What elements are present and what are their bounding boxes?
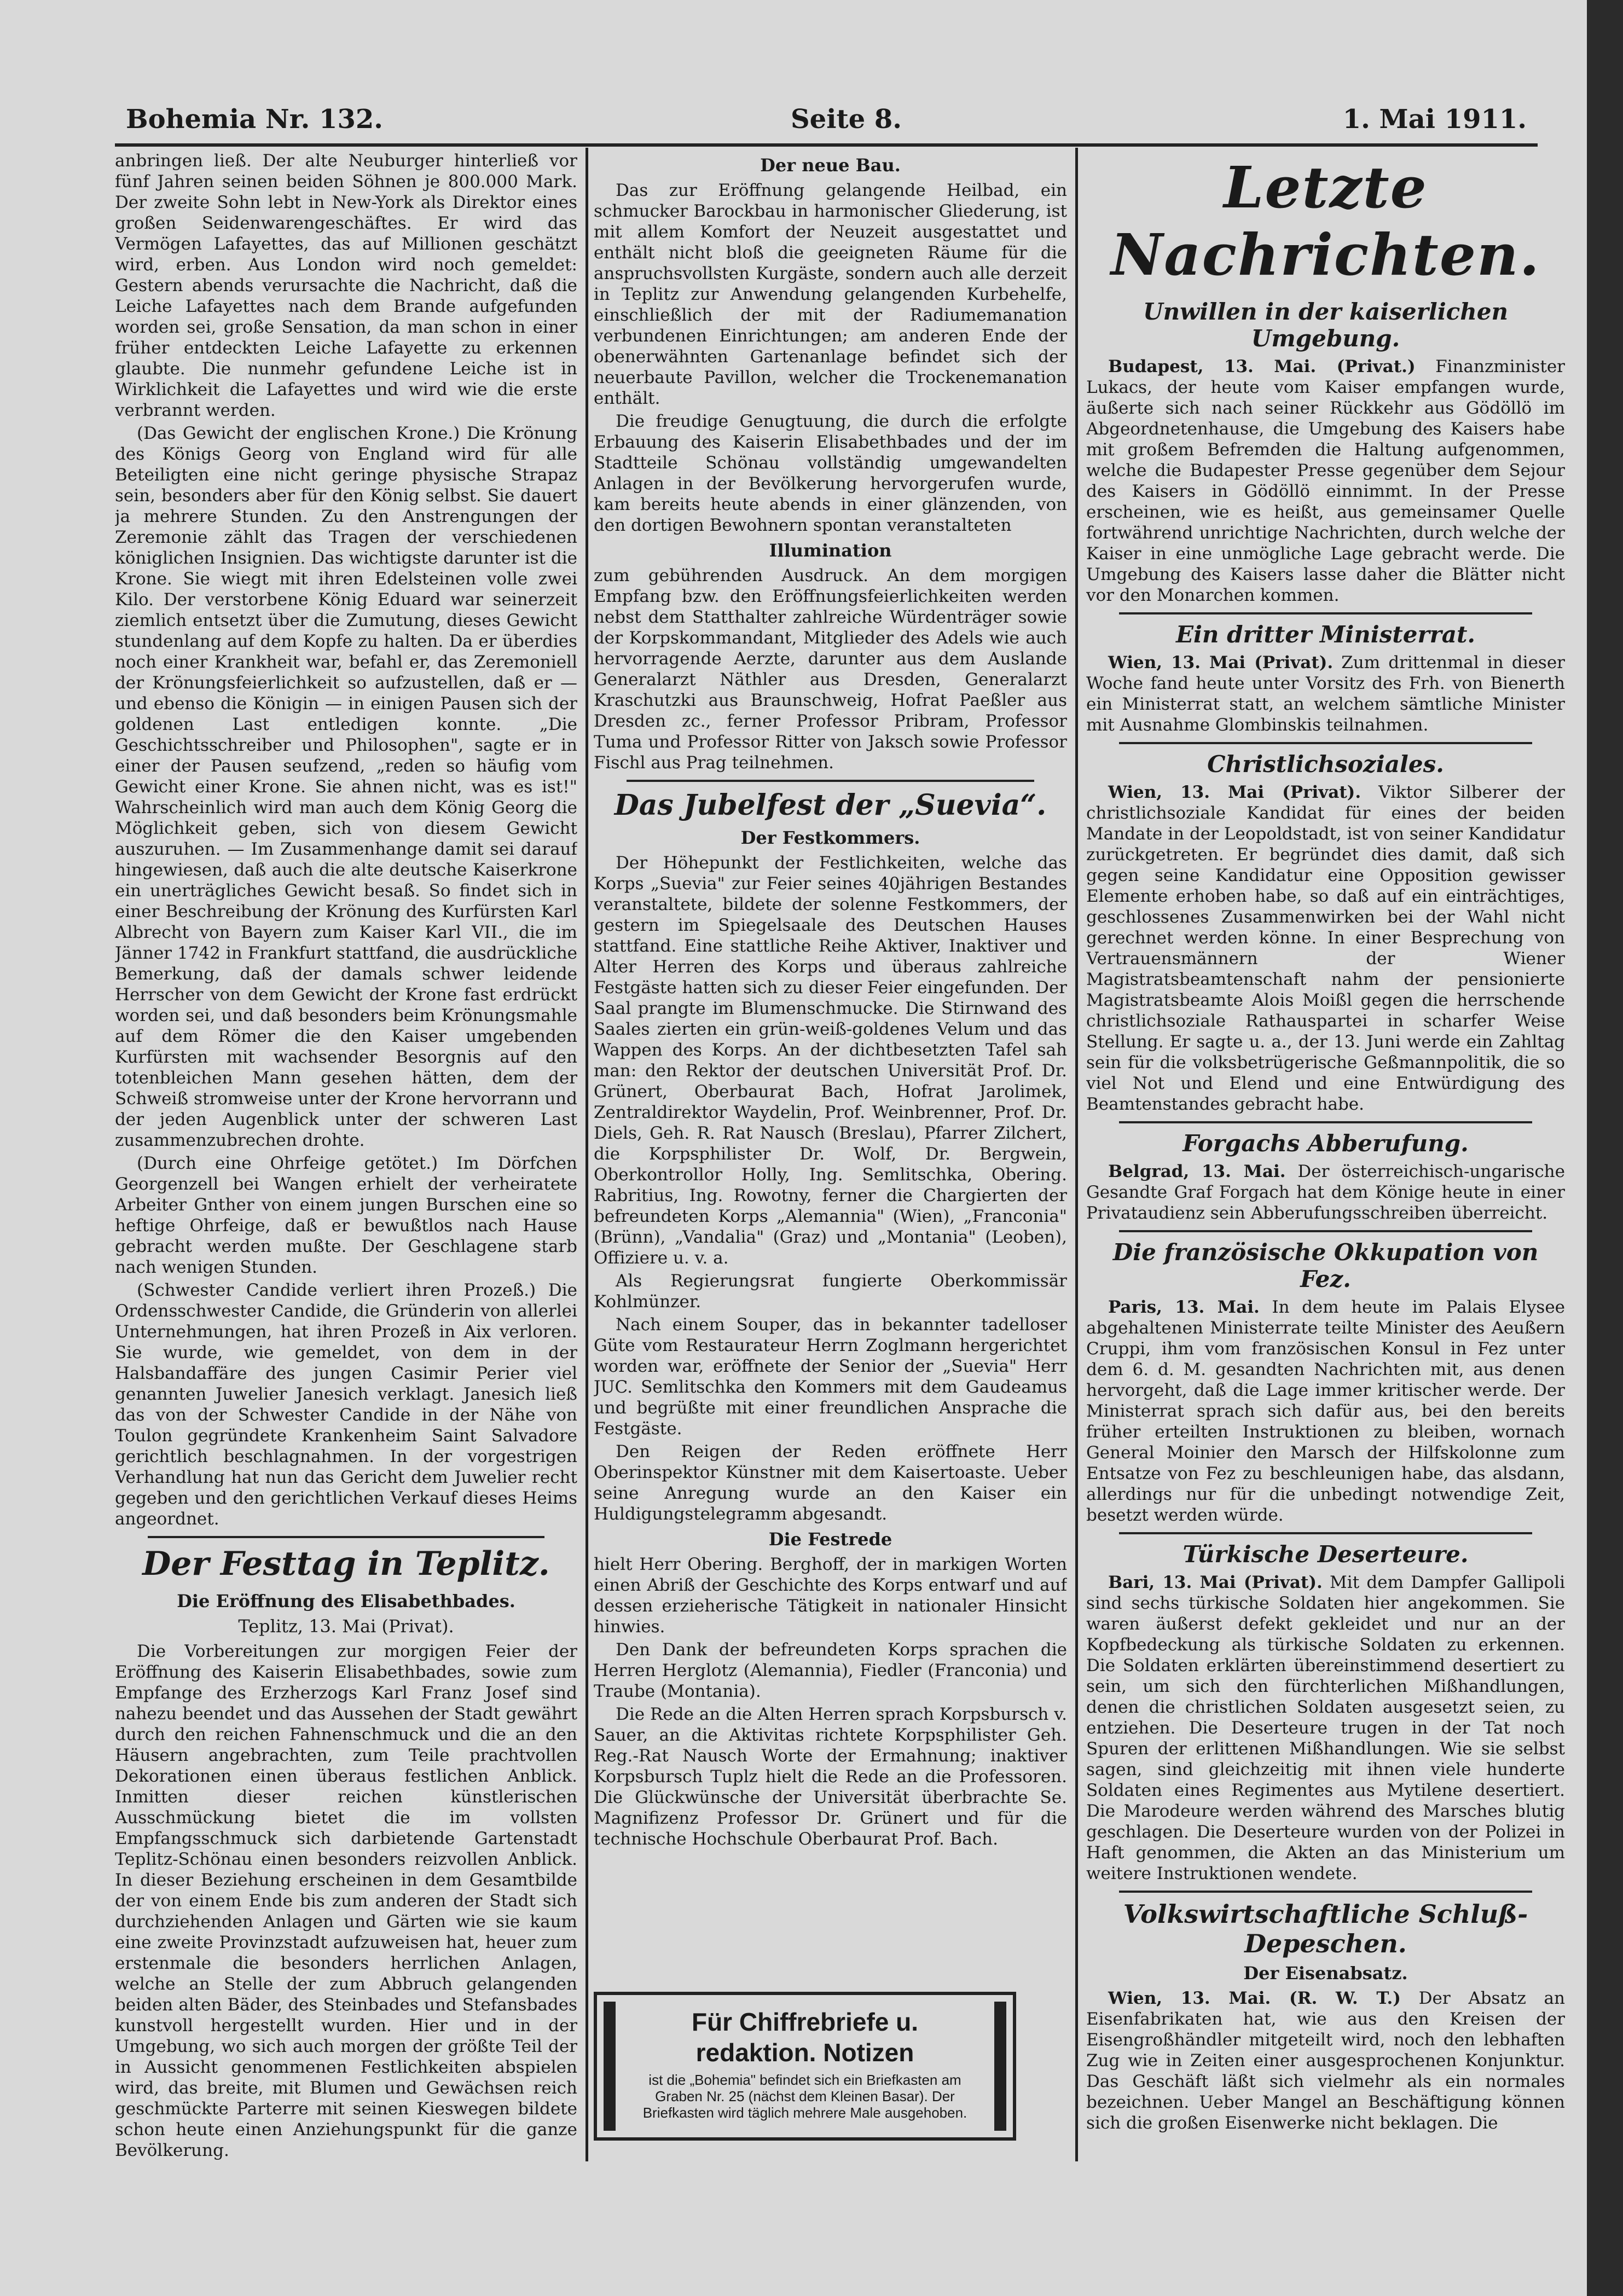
separator — [148, 1536, 544, 1538]
econ-dateline: Wien, 13. Mai. (R. W. T.) — [1108, 1988, 1401, 2008]
separator — [627, 780, 1034, 782]
festrede-heading: Die Festrede — [768, 1529, 892, 1550]
item-text: Viktor Silberer der christlichsoziale Kandidat für eines der beiden Mandate in der Leopoldstadt, ist von seiner Kandidatur zurückgetreten. Er begründet dies damit, daß sich gegen seine Kandidatur eine Opposition gewisser Elemente erhoben habe, so daß auf ein einträchtiges, geschlossenes Zusammenwirken bei der Wahl nicht gerechnet werden könne. In einer Besprechung von Vertrauensmännern der Wiener Magistratsbeamtenschaft nahm der pensionierte Magistratsbeamte Alois Moißl gegen die herrschende christlichsoziale Rathauspartei in scharfer Weise Stellung. Er sagte u. a., der 13. Juni werde ein Zahltag sein für die volksbetrügerische Geßmannpolitik, die so viel Not und Elend und eine Entwürdigung des Beamtenstandes gebracht habe. — [1086, 782, 1565, 1114]
kommers-para-4: Den Reigen der Reden eröffnete Herr Oberinspektor Künstner mit dem Kaisertoaste. Ueber seine Anregung wurde an den Kaiser ein Huldigungstelegramm abgesandt. — [594, 1442, 1067, 1524]
column-3 — [1086, 150, 1565, 2186]
page-header — [126, 104, 1527, 142]
column-divider-1 — [586, 148, 588, 2161]
ad-line-3: ist die „Bohemia" befindet sich ein Briefkasten am Graben Nr. 25 (nächst dem Kleinen Basar). Der Briefkasten wird täglich mehrere Male ausgehoben. — [642, 2072, 967, 2121]
column-2 — [594, 150, 1067, 1984]
header-paper-issue: Bohemia Nr. 132. — [126, 104, 383, 135]
article-lafayette-end: anbringen ließ. Der alte Neuburger hinterließ vor fünf Jahren seinen beiden Söhnen je 800.000 Mark. Der zweite Sohn lebt in New-York als Direktor eines großen Seidenwarengeschäftes. Er wird das Vermögen Lafayettes, das auf Millionen geschätzt wird, erben. Aus London wird noch gemeldet: Gestern abends verursachte die Nachricht, daß die Leiche Lafayettes nach dem Brande aufgefunden worden sei, große Sensation, da man schon in einer früher entdeckten Leiche Lafayette zu erkennen glaubte. Die nunmehr gefundene Leiche ist in Wirklichkeit die Lafayettes und wird wie die erste verbrannt werden. — [115, 151, 577, 420]
item-dateline: Bari, 13. Mai (Privat). — [1108, 1573, 1323, 1592]
item-dateline: Belgrad, 13. Mai. — [1108, 1162, 1286, 1181]
item-dateline: Wien, 13. Mai (Privat). — [1108, 782, 1361, 802]
item-heading: Unwillen in der kaiserlichen Umgebung. — [1143, 298, 1509, 352]
ad-line-2: redaktion. Notizen — [695, 2038, 914, 2067]
item-heading: Die französische Okkupation von Fez. — [1112, 1239, 1539, 1292]
item-dateline: Budapest, 13. Mai. (Privat.) — [1108, 357, 1416, 376]
ad-border-right — [994, 2002, 1006, 2131]
bau-para-1: Das zur Eröffnung gelangende Heilbad, ein schmucker Barockbau in harmonischer Gliederung, ist mit allem Komfort der Neuzeit ausgestattet und enthält nicht bloß die geeigneten Räume für die anspruchsvollsten Kurgäste, sondern auch alle derzeit in Teplitz zur Anwendung gelangenden Kurbehelfe, einschließlich der mit der Radiumemanation verbundenen Einrichtungen; am anderen Ende der obenerwähnten Gartenanlage befindet sich der neuerbaute Pavillon, welcher die Trockenemanation enthält. — [594, 181, 1067, 408]
column-1 — [115, 150, 577, 2186]
kommers-heading: Der Festkommers. — [740, 827, 920, 848]
item-dateline: Wien, 13. Mai (Privat). — [1108, 653, 1334, 672]
festrede-para-3: Die Rede an die Alten Herren sprach Korpsbursch v. Sauer, an die Aktivitas richtete Korpsphilister Geh. Reg.-Rat Nausch Worte der Ermahnung; inaktiver Korpsbursch Tuplz hielt die Rede an die Professoren. Die Glückwünsche der Universität überbrachte Se. Magnifizenz Professor Dr. Grünert und für die technische Hochschule Oberbaurat Prof. Bach. — [594, 1704, 1067, 1849]
suevia-title: Das Jubelfest der „Suevia“. — [614, 788, 1047, 822]
item-text: Mit dem Dampfer Gallipoli sind sechs türkische Soldaten hier angekommen. Sie waren äußerst defekt gekleidet und nur an der Kopfbedeckung als türkische Soldaten zu erkennen. Die Soldaten erklärten übereinstimmend desertiert zu sein, um sich den fürchterlichen Mißhandlungen, denen die christlichen Soldaten ausgesetzt seien, zu entziehen. Die Deserteure trugen in der Tat noch Spuren der erlittenen Mißhandlungen. Wie sie selbst sagen, sind gleichzeitig mit ihnen viele hunderte Soldaten eines Regimentes aus Mytilene desertiert. Die Marodeure werden während des Marsches blutig geschlagen. Die Deserteure wurden von der Polizei in Haft genommen, die Akten an das Ministerium um weitere Instruktionen wendete. — [1086, 1573, 1565, 1883]
separator — [1119, 1891, 1532, 1893]
festrede-para-1: hielt Herr Obering. Berghoff, der in markigen Worten einen Abriß der Geschichte des Korps entwarf und auf dessen erzieherische Tätigkeit in nationaler Hinsicht hinwies. — [594, 1555, 1067, 1637]
article-crown-weight: (Das Gewicht der englischen Krone.) Die Krönung des Königs Georg von England wird für alle Beteiligten eine nicht geringe physische Strapaz sein, besonders aber für den König selbst. Sie dauert ja mehrere Stunden. Zu den Anstrengungen der Zeremonie zählt das Tragen der verschiedenen königlichen Insignien. Das wichtigste darunter ist die Krone. Sie wiegt mit ihren Edelsteinen volle zwei Kilo. Der verstorbene König Eduard war seinerzeit ziemlich entsetzt über die Zumutung, dieses Gewicht stundenlang auf dem Kopfe zu halten. Da er überdies noch einer Krankheit war, befahl er, das Zeremoniell der Krönungsfeierlichkeit so aufzustellen, daß er — und ebenso die Königin — in einigen Pausen sich der goldenen Last entledigen konnte. „Die Geschichtsschreiber und Philosophen", sagte er in einer der Pausen seufzend, „reden so häufig vom Gewicht einer Krone. Sie ahnen nicht, was es ist!" Wahrscheinlich wird man auch dem König Georg die Möglichkeit geben, sich von diesem Gewicht auszuruhen. — Im Zusammenhange damit sei darauf hingewiesen, daß auch die alte deutsche Kaiserkrone ein unerträgliches Gewicht besaß. So findet sich in einer Beschreibung der Krönung des Kurfürsten Karl Albrecht von Bayern zum Kaiser Karl VII., die im Jänner 1742 in Frankfurt stattfand, die ausdrückliche Bemerkung, daß der damals schwer leidende Herrscher von dem Gewicht der Krone fast erdrückt worden sei, und daß besonders beim Krönungsmahle auf dem Römer die den Kaiser umgebenden Kurfürsten mit wachsender Besorgnis auf den totenbleichen Mann gesehen hätten, dem der Schweiß stromweise unter der Krone hervorrann und der jeden Augenblick unter der schweren Last zusammenzubrechen drohte. — [115, 424, 577, 1150]
ad-border-left — [604, 2002, 616, 2131]
ad-line-1: Für Chiffrebriefe u. — [691, 2008, 919, 2036]
kommers-para-1: Der Höhepunkt der Festlichkeiten, welche das Korps „Suevia" zur Feier seines 40jährigen Bestandes veranstaltete, bildete der solenne Festkommers, der gestern im Spiegelsaale des Deutschen Hauses stattfand. Eine stattliche Reihe Aktiver, Inaktiver und Alter Herren des Korps und überaus zahlreiche Festgäste hatten sich zu dieser Feier eingefunden. Der Saal prangte im Blumenschmucke. Die Stirnwand des Saales zierten ein grün-weiß-goldenes Velum und das Wappen des Korps. An der dichtbesetzten Tafel sah man: den Rektor der deutschen Universität Prof. Dr. Grünert, Oberbaurat Bach, Hofrat Jarolimek, Zentraldirektor Waydelin, Prof. Weinbrenner, Prof. Dr. Diels, Geh. R. Rat Nausch (Breslau), Pfarrer Zilchert, die Korpsphilister Dr. Wolf, Dr. Bergwein, Oberkontrollor Holly, Ing. Semlitschka, Obering. Rabritius, Ing. Rowotny, ferner die Chargierten der befreundeten Korps „Alemannia" (Wien), „Franconia" (Brünn), „Vandalia" (Graz) und „Montania" (Leoben), Offiziere u. v. a. — [594, 853, 1067, 1268]
festtag-subtitle: Die Eröffnung des Elisabethbades. — [177, 1591, 515, 1611]
illumination-heading: Illumination — [769, 540, 892, 561]
separator — [1119, 1532, 1532, 1534]
item-text: Der österreichisch-ungarische Gesandte Graf Forgach hat dem Könige heute in einer Privataudienz sein Abberufungsschreiben überreicht. — [1086, 1162, 1565, 1223]
header-rule — [115, 143, 1538, 147]
article-ohrfeige: (Durch eine Ohrfeige getötet.) Im Dörfchen Georgenzell bei Wangen erhielt der verheiratete Arbeiter Gnther von einem jungen Burschen eine so heftige Ohrfeige, daß er bewußtlos nach Hause gebracht werden mußte. Der Geschlagene starb nach wenigen Stunden. — [115, 1153, 577, 1277]
letzte-nachrichten-title: Letzte Nachrichten. — [1111, 154, 1540, 288]
page-edge — [1587, 0, 1623, 2296]
econ-title: Volkswirtschaftliche Schluß-Depeschen. — [1123, 1899, 1528, 1958]
item-heading: Forgachs Abberufung. — [1183, 1130, 1469, 1157]
separator — [1119, 1230, 1532, 1232]
separator — [1119, 612, 1532, 614]
item-text: Zum drittenmal in dieser Woche fand heute unter Vorsitz des Frh. von Bienerth ein Ministerrat statt, an welchem sämtliche Minister mit Ausnahme Glombinskis teilnahmen. — [1086, 653, 1565, 735]
item-heading: Türkische Deserteure. — [1183, 1541, 1469, 1568]
column-divider-2 — [1075, 148, 1078, 2161]
bau-heading: Der neue Bau. — [760, 155, 901, 176]
festtag-body: Die Vorbereitungen zur morgigen Feier der Eröffnung des Kaiserin Elisabethbades, sowie zum Empfange des Erzherzogs Karl Franz Josef sind nahezu beendet und das Aussehen der Stadt gewährt durch den reichen Fahnenschmuck und die an den Häusern angebrachten, zum Teile prachtvollen Dekorationen einen überaus festlichen Anblick. Inmitten dieser reichen künstlerischen Ausschmückung bietet die im vollsten Empfangsschmuck sich darbietende Gartenstadt Teplitz-Schönau einen besonders reizvollen Anblick. In dieser Beziehung erscheinen in dem Gesamtbilde der von einem Ende bis zum anderen der Stadt sich durchziehenden Anlagen und Gärten wie sie kaum eine zweite Provinzstadt aufzuweisen hat, heuer zum erstenmale die besonders herrlichen Anlagen, welche an Stelle der zum Abbruch gelangenden beiden alten Bäder, des Steinbades und Stefansbades kunstvoll hergestellt wurden. Hier und in der Umgebung, wo sich auch morgen der größte Teil der in Aussicht genommenen Festlichkeiten abspielen wird, das breite, mit Blumen und Gewächsen reich geschmückte Parterre mit seinen Kieswegen bildete schon heute einen Anziehungspunkt für die ganze Bevölkerung. — [115, 1642, 577, 2160]
econ-text: Der Absatz an Eisenfabrikaten hat, wie aus den Kreisen der Eisengroßhändler mitgeteilt wird, noch den lebhaften Zug wie in Zeiten einer ausgesprochenen Konjunktur. Das Geschäft läßt sich vielmehr als ein normales bezeichnen. Ueber Mangel an Beschäftigung können sich die großen Eisenwerke nicht beklagen. Die — [1086, 1988, 1565, 2133]
separator — [1119, 742, 1532, 744]
chiffre-advertisement — [594, 1992, 1016, 2141]
item-dateline: Paris, 13. Mai. — [1108, 1297, 1260, 1317]
festtag-title: Der Festtag in Teplitz. — [142, 1545, 550, 1583]
econ-heading: Der Eisenabsatz. — [1243, 1963, 1408, 1984]
header-page-number: Seite 8. — [791, 104, 902, 135]
item-text: Finanzminister Lukacs, der heute vom Kaiser empfangen wurde, äußerte sich nach seiner Rückkehr aus Gödöllö im Abgeordnetenhause, die Umgebung des Kaisers habe mit großem Befremden die Haltung aufgenommen, welche die Budapester Presse gegenüber dem Sejour des Kaisers in Gödöllö einnimmt. In der Presse erscheinen, wie es heißt, aus gemeinsamer Quelle fortwährend unrichtige Nachrichten, durch welche der Kaiser in eine unmögliche Lage gebracht werde. Die Umgebung des Kaisers lasse daher die Blätter nicht vor den Monarchen kommen. — [1086, 357, 1565, 605]
bau-para-2: Die freudige Genugtuung, die durch die erfolgte Erbauung des Kaiserin Elisabethbades und der im Stadtteile Schönau vollständig umgewandelten Anlagen in der Bevölkerung hervorgerufen wurde, kam bereits heute abends in einer glänzenden, von den dortigen Bewohnern spontan veranstalteten — [594, 411, 1067, 535]
festrede-para-2: Den Dank der befreundeten Korps sprachen die Herren Herglotz (Alemannia), Fiedler (Franconia) und Traube (Montania). — [594, 1640, 1067, 1701]
item-heading: Ein dritter Ministerrat. — [1175, 621, 1476, 648]
article-candide: (Schwester Candide verliert ihren Prozeß.) Die Ordensschwester Candide, die Gründerin von allerlei Unternehmungen, hat ihren Prozeß in Aix verloren. Sie wurde, wie gemeldet, von dem in der Halsbandaffäre des jungen Casimir Perier viel genannten Juwelier Janesich verklagt. Janesich ließ das von der Schwester Candide in der Nähe von Toulon gegründete Krankenheim Saint Salvadore gerichtlich beschlagnahmen. In der vorgestrigen Verhandlung hat nun das Gericht dem Juwelier recht gegeben und den gerichtlichen Verkauf dieses Heims angeordnet. — [115, 1280, 577, 1529]
header-date: 1. Mai 1911. — [1342, 104, 1527, 135]
separator — [1119, 1121, 1532, 1123]
item-text: In dem heute im Palais Elysee abgehaltenen Ministerrate teilte Minister des Aeußern Cruppi, ihm vom französischen Konsul in Fez unter dem 6. d. M. gesandten Nachrichten mit, aus denen hervorgeht, daß die Lage immer kritischer werde. Der Ministerrat sprach sich dafür aus, bei den bereits früher erteilten Instruktionen zu bleiben, wornach General Moinier den Marsch der Hilfskolonne zum Entsatze von Fez zu beschleunigen habe, das alsdann, allerdings nur für die unbedingt notwendige Zeit, besetzt werden würde. — [1086, 1297, 1565, 1525]
illumination-body: zum gebührenden Ausdruck. An dem morgigen Empfang bzw. den Eröffnungsfeierlichkeiten werden nebst dem Statthalter zahlreiche Würdenträger sowie der Korpskommandant, Mitglieder des Adels wie auch hervorragende Aerzte, darunter aus dem Auslande Generalarzt Näthler aus Dresden, Generalarzt Kraschutzki aus Braunschweig, Hofrat Paeßler aus Dresden zc., ferner Professor Pribram, Professor Tuma und Professor Ritter von Jaksch sowie Professor Fischl aus Prag teilnehmen. — [594, 566, 1067, 773]
kommers-para-2: Als Regierungsrat fungierte Oberkommissär Kohlmünzer. — [594, 1271, 1067, 1312]
kommers-para-3: Nach einem Souper, das in bekannter tadelloser Güte vom Restaurateur Herrn Zoglmann hergerichtet worden war, eröffnete der Senior der „Suevia" Herr JUC. Semlitschka den Kommers mit dem Gaudeamus und begrüßte mit einer freundlichen Ansprache die Festgäste. — [594, 1315, 1067, 1439]
item-heading: Christlichsoziales. — [1207, 751, 1444, 778]
festtag-dateline: Teplitz, 13. Mai (Privat). — [238, 1616, 454, 1637]
